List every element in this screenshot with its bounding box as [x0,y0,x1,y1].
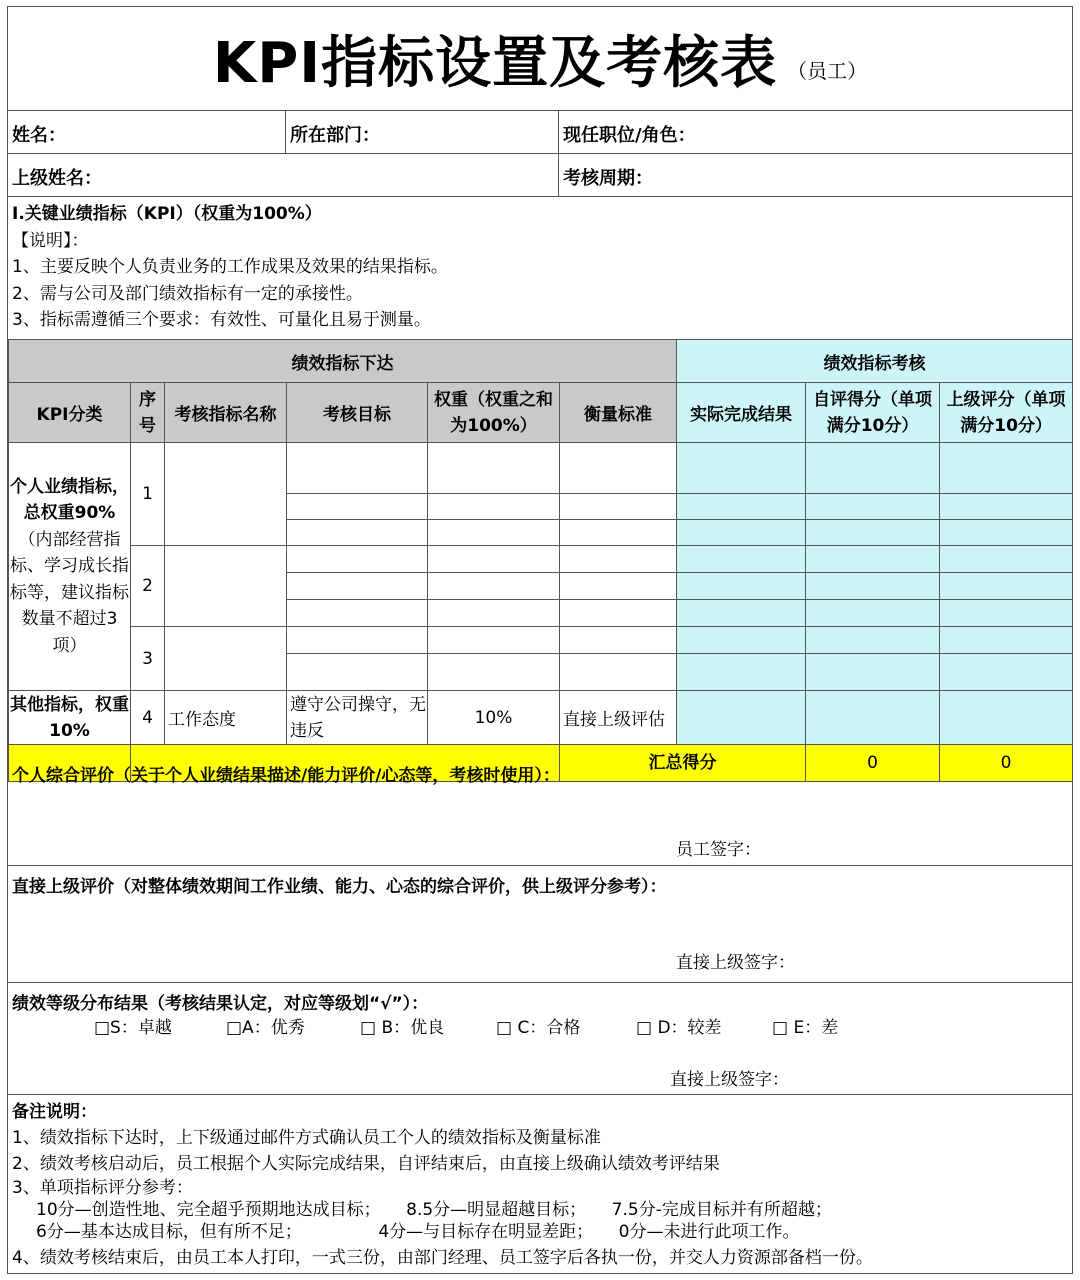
group-header-evaluate: 绩效指标考核 [677,340,1073,383]
kpi-cell-target[interactable] [287,520,428,546]
score-guide-1: 10分—创造性地、完全超乎预期地达成目标； 8.5分—明显超越目标； 7.5分-完成目标并有所超越； [36,1200,832,1220]
remark-3: 3、单项指标评分参考： [12,1178,193,1198]
kpi-cell-sup[interactable] [940,654,1073,691]
kpi-cell-standard[interactable] [560,654,677,691]
employee-sign-label: 员工签字： [676,840,761,860]
kpi-cell-standard[interactable] [560,494,677,520]
review-period-field[interactable]: 考核周期： [559,154,1072,197]
kpi-4-weight[interactable]: 10% [428,691,560,745]
kpi-section-intro [8,201,1072,334]
kpi-note-2: 2、需与公司及部门绩效指标有一定的承接性。 [12,283,363,304]
grade-option-e[interactable]: □ E：差 [772,1018,839,1038]
score-guide-2: 6分—基本达成目标，但有所不足； 4分—与目标存在明显差距； 0分—未进行此项工作。 [36,1222,800,1242]
kpi-cell-standard[interactable] [560,600,677,627]
kpi-cell-self[interactable] [806,627,940,654]
kpi-cell-weight[interactable] [428,573,560,600]
total-supervisor-score: 0 [940,745,1073,782]
kpi-cell-standard[interactable] [560,443,677,494]
remarks [8,1095,1072,1271]
kpi-cell-self[interactable] [806,600,940,627]
grade-option-b[interactable]: □ B：优良 [360,1018,445,1038]
name-field[interactable]: 姓名： [8,111,286,154]
kpi-cell-standard[interactable] [560,573,677,600]
kpi-4-name[interactable]: 工作态度 [165,691,287,745]
col-self-score: 自评得分（单项满分10分） [813,389,933,436]
remark-2: 2、绩效考核启动后，员工根据个人实际完成结果，自评结束后，由直接上级确认绩效考评结果 [12,1154,720,1174]
kpi-cell-result[interactable] [677,600,806,627]
grade-option-c[interactable]: □ C：合格 [496,1018,581,1038]
category-other: 其他指标，权重10% [9,691,131,745]
kpi-cell-self[interactable] [806,443,940,494]
kpi-4-result[interactable] [677,691,806,745]
grade-option-s[interactable]: □S：卓越 [94,1018,172,1038]
kpi-cell-sup[interactable] [940,600,1073,627]
kpi-4-standard[interactable]: 直接上级评估 [560,691,677,745]
kpi-cell-target[interactable] [287,600,428,627]
kpi-cell-target[interactable] [287,443,428,494]
seq-4: 4 [131,691,165,745]
kpi-cell-result[interactable] [677,627,806,654]
kpi-cell-sup[interactable] [940,573,1073,600]
kpi-cell-weight[interactable] [428,443,560,494]
kpi-cell-standard[interactable] [560,546,677,573]
supervisor-name-field[interactable]: 上级姓名： [8,154,559,197]
kpi-cell-self[interactable] [806,654,940,691]
col-supervisor-score: 上级评分（单项满分10分） [946,389,1066,436]
seq-1: 1 [131,443,165,546]
col-target: 考核目标 [287,383,428,443]
kpi-4-target[interactable]: 遵守公司操守，无违反 [287,691,428,745]
kpi-cell-result[interactable] [677,573,806,600]
seq-3: 3 [131,627,165,691]
kpi-cell-self[interactable] [806,494,940,520]
kpi-cell-target[interactable] [287,627,428,654]
dept-field[interactable]: 所在部门： [286,111,559,154]
kpi-cell-weight[interactable] [428,600,560,627]
col-weight: 权重（权重之和为100%） [428,383,560,443]
personal-evaluation[interactable] [8,755,1072,866]
kpi-cell-target[interactable] [287,494,428,520]
kpi-cell-result[interactable] [677,654,806,691]
supervisor-sign-label: 直接上级签字： [676,953,795,973]
remarks-heading: 备注说明： [12,1102,97,1122]
kpi-cell-result[interactable] [677,443,806,494]
kpi-note-1: 1、主要反映个人负责业务的工作成果及效果的结果指标。 [12,257,448,277]
kpi-cell-standard[interactable] [560,627,677,654]
kpi-cell-result[interactable] [677,520,806,546]
category-personal-title: 个人业绩指标，总权重90% [10,476,129,524]
kpi-1-name[interactable] [165,443,287,546]
supervisor-evaluation[interactable] [8,866,1072,983]
kpi-cell-self[interactable] [806,573,940,600]
kpi-cell-sup[interactable] [940,627,1073,654]
grade-sign-label: 直接上级签字： [670,1070,789,1090]
kpi-cell-result[interactable] [677,546,806,573]
col-actual-result: 实际完成结果 [677,383,806,443]
kpi-cell-sup[interactable] [940,494,1073,520]
kpi-cell-result[interactable] [677,494,806,520]
kpi-section-heading: I.关键业绩指标（KPI）（权重为100%） [12,204,322,224]
col-standard: 衡量标准 [560,383,677,443]
kpi-cell-weight[interactable] [428,546,560,573]
col-kpi-category: KPI分类 [9,383,131,443]
kpi-table [8,339,1073,782]
kpi-cell-sup[interactable] [940,443,1073,494]
total-label: 汇总得分 [560,745,806,782]
grade-heading: 绩效等级分布结果（考核结果认定，对应等级划“√”）： [12,994,429,1014]
grade-distribution [8,983,1072,1095]
kpi-cell-weight[interactable] [428,627,560,654]
kpi-4-sup[interactable] [940,691,1073,745]
col-seq: 序号 [131,383,165,443]
kpi-cell-target[interactable] [287,654,428,691]
form-title [8,7,1072,111]
remark-1: 1、绩效指标下达时，上下级通过邮件方式确认员工个人的绩效指标及衡量标准 [12,1128,601,1148]
kpi-cell-sup[interactable] [940,520,1073,546]
position-field[interactable]: 现任职位/角色： [559,111,1072,154]
kpi-cell-standard[interactable] [560,520,677,546]
kpi-2-name[interactable] [165,546,287,627]
kpi-cell-weight[interactable] [428,520,560,546]
kpi-note-3: 3、指标需遵循三个要求：有效性、可量化且易于测量。 [12,310,431,330]
kpi-cell-self[interactable] [806,520,940,546]
supervisor-evaluation-heading: 直接上级评价（对整体绩效期间工作业绩、能力、心态的综合评价，供上级评分参考）： [12,877,667,897]
form-title-main: KPI指标设置及考核表 [212,30,778,96]
kpi-note-label: 【说明】： [12,230,89,251]
grade-option-a[interactable]: □A：优秀 [226,1018,305,1038]
kpi-3-name[interactable] [165,627,287,691]
grade-option-d[interactable]: □ D：较差 [636,1018,722,1038]
kpi-form-sheet [7,6,1073,1274]
kpi-cell-weight[interactable] [428,494,560,520]
group-header-assign: 绩效指标下达 [9,340,677,383]
category-personal-note: （内部经营指标、学习成长指标等，建议指标数量不超过3项） [10,529,129,656]
seq-2: 2 [131,546,165,627]
remark-4: 4、绩效考核结束后，由员工本人打印，一式三份，由部门经理、员工签字后各执一份，并交人力资源部备档一份。 [12,1248,873,1268]
kpi-cell-target[interactable] [287,546,428,573]
total-self-score: 0 [806,745,940,782]
kpi-cell-weight[interactable] [428,654,560,691]
personal-evaluation-heading: 个人综合评价（关于个人业绩结果描述/能力评价/心态等，考核时使用）： [12,766,560,786]
col-indicator-name: 考核指标名称 [165,383,287,443]
form-title-sub: （员工） [787,59,868,83]
category-personal [9,443,131,691]
kpi-cell-target[interactable] [287,573,428,600]
kpi-cell-sup[interactable] [940,546,1073,573]
kpi-cell-self[interactable] [806,546,940,573]
kpi-4-self[interactable] [806,691,940,745]
